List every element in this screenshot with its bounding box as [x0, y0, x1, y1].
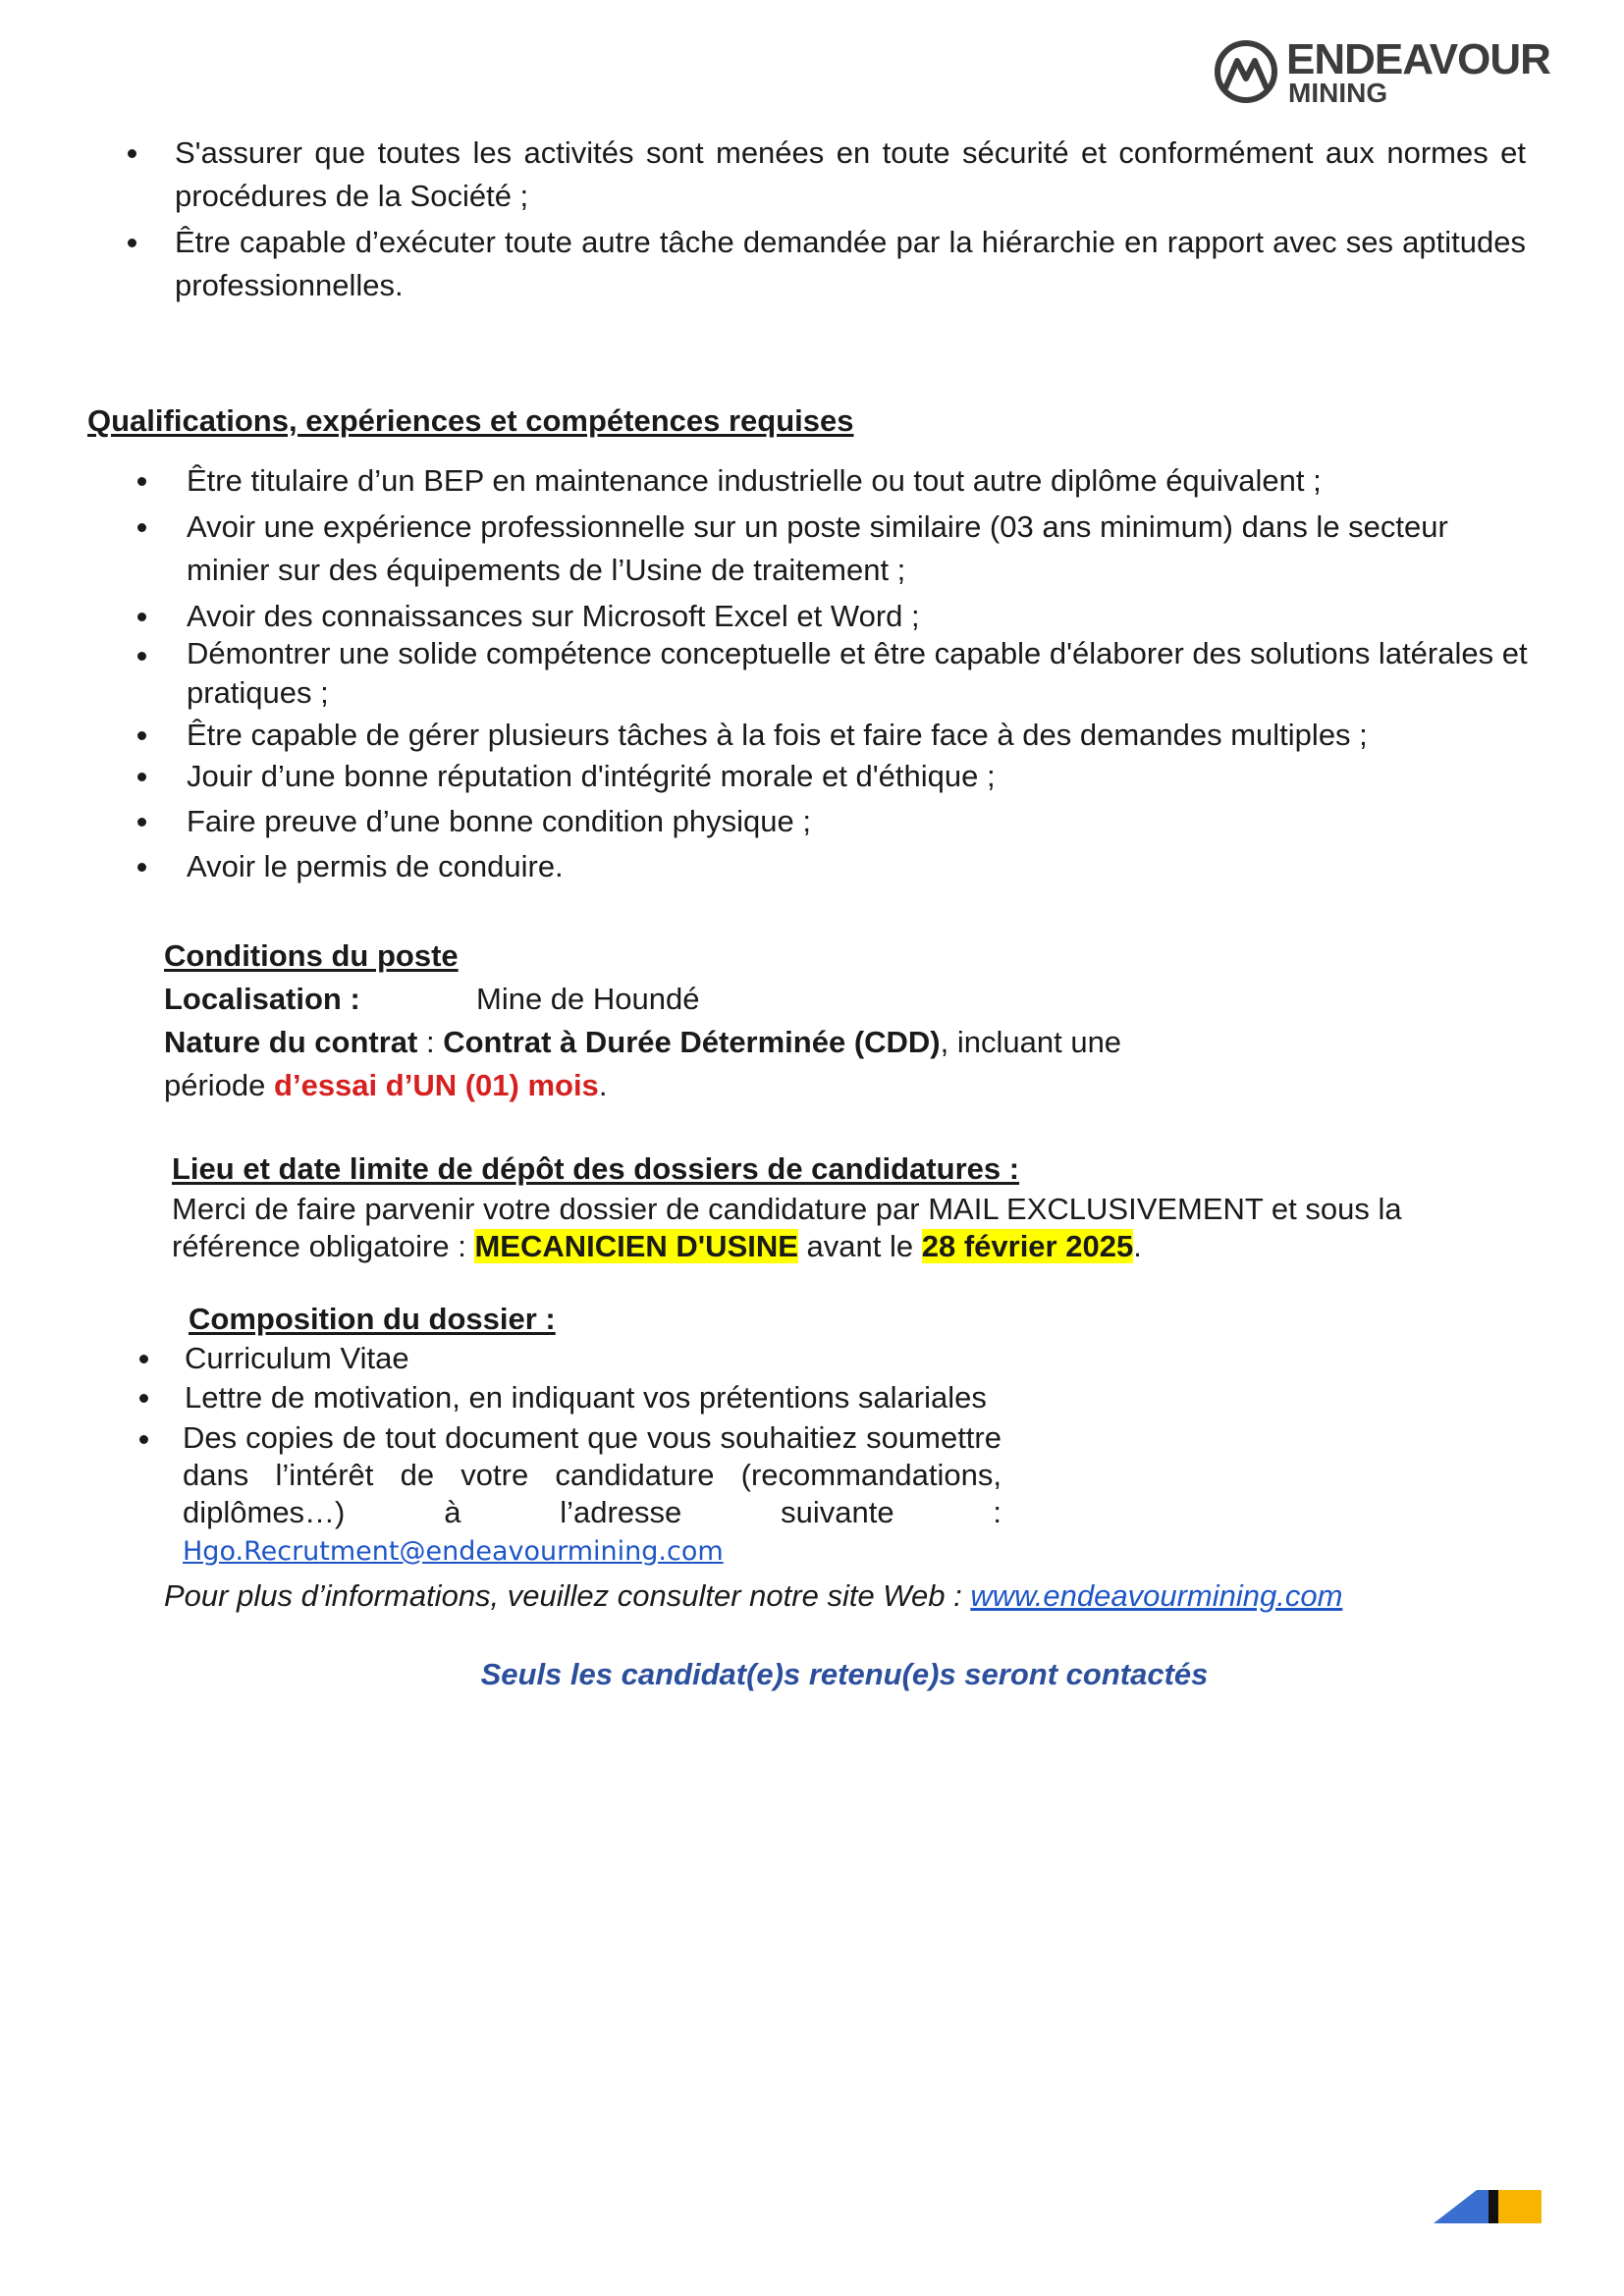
deposit-section — [172, 1148, 1519, 1265]
deposit-line-1: Merci de faire parvenir votre dossier de candidature par MAIL EXCLUSIVEMENT et sous la — [172, 1192, 1402, 1226]
qualifications-heading: Qualifications, expériences et compétences requises — [87, 403, 854, 438]
endeavour-mountain-logo-icon — [1214, 39, 1278, 104]
list-item: S'assurer que toutes les activités sont menées en toute sécurité et conformément aux normes et procédures de la Société ; — [132, 132, 1526, 218]
list-item: Être capable de gérer plusieurs tâches à la fois et faire face à des demandes multiples ; — [139, 714, 1534, 757]
list-item: Faire preuve d’une bonne condition physique ; — [139, 800, 1534, 843]
list-item: Avoir une expérience professionnelle sur un poste similaire (03 ans minimum) dans le secteur minier sur des équipements de l’Usine de traitement ; — [139, 506, 1534, 592]
contract-label: Nature du contrat — [164, 1025, 418, 1059]
deadline-date: 28 février 2025 — [921, 1229, 1134, 1263]
trial-period-value: d’essai d’UN (01) mois — [274, 1068, 599, 1102]
qualifications-list — [139, 459, 1534, 888]
logo-word-endeavour: ENDEAVOUR — [1286, 35, 1550, 83]
deposit-line-2 — [172, 1228, 1519, 1265]
list-item: Jouir d’une bonne réputation d'intégrité morale et d'éthique ; — [139, 755, 1534, 798]
list-item: Lettre de motivation, en indiquant vos prétentions salariales — [137, 1378, 1218, 1417]
company-logo — [1214, 35, 1577, 108]
list-item: Avoir le permis de conduire. — [139, 845, 1534, 888]
contract-value: Contrat à Durée Déterminée (CDD) — [443, 1025, 941, 1059]
conditions-section — [164, 934, 1440, 1107]
list-item: Être capable d’exécuter toute autre tâche demandée par la hiérarchie en rapport avec ses aptitudes professionnelles. — [132, 221, 1526, 307]
logo-word-mining: MINING — [1288, 78, 1388, 108]
period-prefix: période — [164, 1068, 275, 1102]
location-row — [164, 978, 1440, 1021]
deposit-line-2-mid: avant le — [797, 1229, 922, 1263]
list-item — [137, 1419, 1218, 1571]
composition-list — [137, 1339, 1218, 1571]
deposit-heading: Lieu et date limite de dépôt des dossiers de candidatures : — [172, 1151, 1020, 1186]
footer-brand-mark-icon — [1434, 2186, 1542, 2223]
contract-separator: : — [417, 1025, 444, 1059]
documents-item-text: Des copies de tout document que vous souhaitiez soumettre dans l’intérêt de votre candidature (recommandations, diplômes…) à l’adresse suivante : — [183, 1420, 1001, 1529]
location-value: Mine de Houndé — [476, 982, 700, 1016]
location-label: Localisation : — [164, 982, 360, 1016]
period-suffix: . — [598, 1068, 608, 1102]
composition-heading: Composition du dossier : — [189, 1302, 556, 1336]
list-item: Avoir des connaissances sur Microsoft Excel et Word ; — [139, 595, 1534, 638]
list-item: Être titulaire d’un BEP en maintenance industrielle ou tout autre diplôme équivalent ; — [139, 459, 1534, 503]
trial-period-row — [164, 1064, 1440, 1107]
deposit-line-2-suffix: . — [1133, 1229, 1142, 1263]
contract-suffix: , incluant une — [940, 1025, 1122, 1059]
more-info-text: Pour plus d’informations, veuillez consulter notre site Web : — [164, 1578, 971, 1613]
website-link[interactable]: www.endeavourmining.com — [970, 1578, 1343, 1613]
contract-row — [164, 1021, 1440, 1064]
responsibilities-list — [132, 132, 1526, 310]
more-info-line — [164, 1575, 1342, 1618]
selection-note: Seuls les candidat(e)s retenu(e)s seront contactés — [480, 1657, 1209, 1691]
reference-code: MECANICIEN D'USINE — [474, 1229, 798, 1263]
list-item: Curriculum Vitae — [137, 1339, 1218, 1378]
deposit-line-2-prefix: référence obligatoire : — [172, 1229, 475, 1263]
conditions-heading: Conditions du poste — [164, 938, 459, 973]
application-email-link[interactable]: Hgo.Recrutment@endeavourmining.com — [183, 1536, 724, 1567]
list-item: Démontrer une solide compétence conceptuelle et être capable d'élaborer des solutions latérales et pratiques ; — [139, 634, 1534, 713]
